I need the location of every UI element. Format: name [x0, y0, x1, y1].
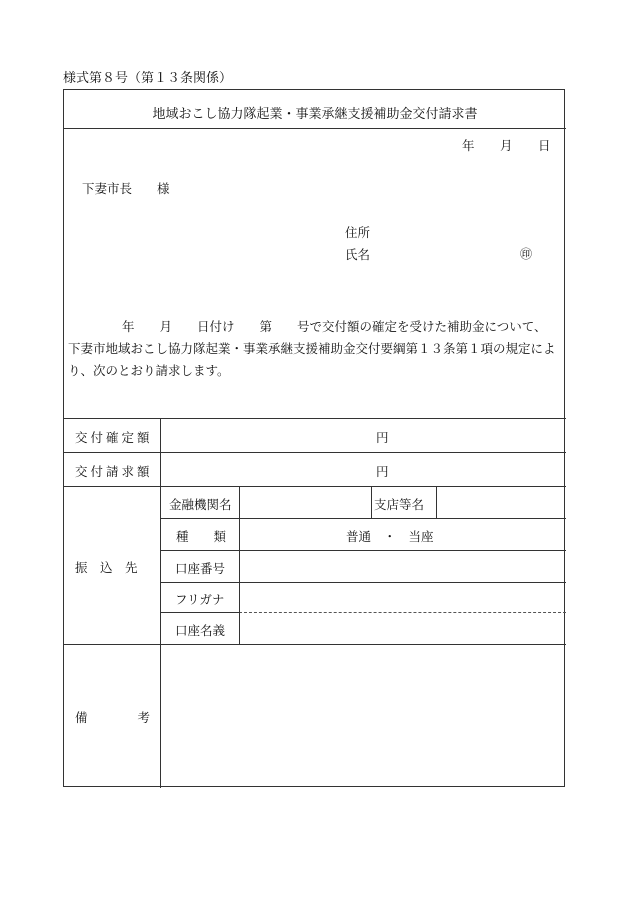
- request-amount-unit: 円: [376, 464, 389, 479]
- branch-label: 支店等名: [374, 497, 425, 512]
- column-line: [160, 418, 161, 788]
- divider: [160, 582, 566, 583]
- column-line: [239, 486, 240, 644]
- column-line: [436, 486, 437, 518]
- name-label: 氏名: [345, 247, 371, 262]
- body-line-1: 年 月 日付け 第 号で交付額の確定を受けた補助金について、: [72, 319, 547, 334]
- divider: [64, 452, 566, 453]
- confirmed-amount-unit: 円: [376, 430, 389, 445]
- request-form: [63, 89, 565, 787]
- body-line-2: 下妻市地域おこし協力隊起業・事業承継支援補助金交付要綱第１３条第１項の規定によ: [68, 341, 556, 356]
- account-holder-label: 口座名義: [175, 623, 226, 638]
- addressee: 下妻市長 様: [82, 181, 170, 196]
- transfer-label: 振 込 先: [75, 560, 138, 575]
- date-day: 日: [538, 138, 551, 153]
- seal-mark: ㊞: [520, 247, 533, 261]
- date-year: 年: [462, 138, 475, 153]
- account-type-label: 種 類: [176, 529, 227, 544]
- confirmed-amount-label: 交付確定額: [75, 430, 153, 445]
- date-month: 月: [500, 138, 513, 153]
- divider: [64, 418, 566, 419]
- body-line-3: り、次のとおり請求します。: [68, 363, 230, 378]
- request-amount-label: 交付請求額: [75, 464, 153, 479]
- account-number-label: 口座番号: [175, 561, 226, 576]
- column-line: [371, 486, 372, 518]
- divider: [160, 612, 240, 613]
- dashed-divider: [239, 612, 566, 613]
- form-title: 地域おこし協力隊起業・事業承継支援補助金交付請求書: [152, 107, 478, 122]
- remarks-label: 備 考: [75, 710, 151, 725]
- divider: [160, 518, 566, 519]
- divider: [64, 128, 566, 129]
- account-type-options: 普通 ・ 当座: [346, 529, 434, 544]
- divider: [64, 486, 566, 487]
- address-label: 住所: [345, 225, 371, 240]
- form-reference: 様式第８号（第１３条関係）: [63, 71, 233, 86]
- bank-label: 金融機関名: [169, 497, 232, 512]
- divider: [64, 644, 566, 645]
- divider: [160, 550, 566, 551]
- furigana-label: フリガナ: [175, 592, 225, 607]
